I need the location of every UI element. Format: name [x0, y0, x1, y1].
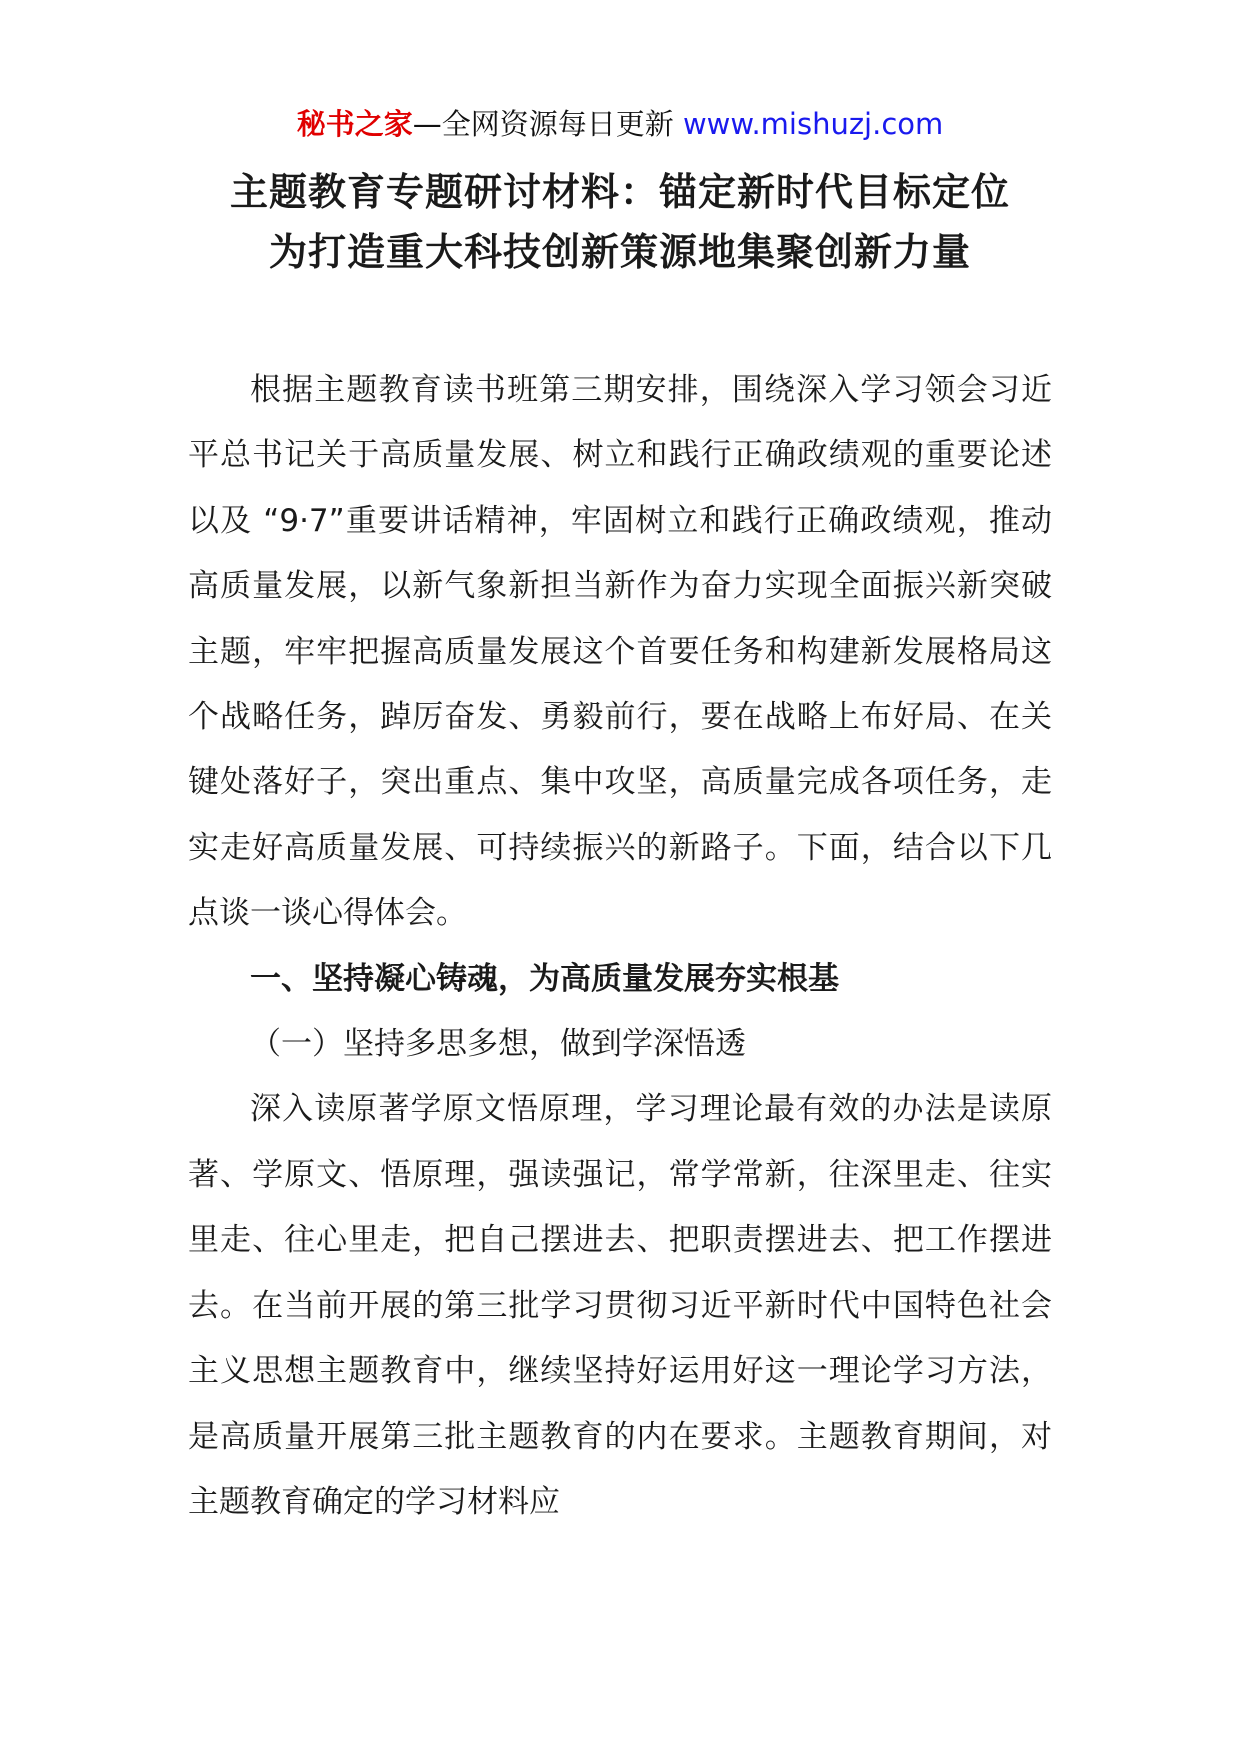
- watermark-url[interactable]: www.mishuzj.com: [682, 107, 944, 141]
- document-title: [0, 162, 1240, 282]
- section-heading: 一、坚持凝心铸魂，为高质量发展夯实根基: [250, 960, 839, 997]
- intro-paragraph: 根据主题教育读书班第三期安排，围绕深入学习领会习近平总书记关于高质量发展、树立和践行正确政绩观的重要论述以及 “9·7”重要讲话精神，牢固树立和践行正确政绩观，推动高质量发展，以新气象新担当新作为奋力实现全面振兴新突破主题，牢牢把握高质量发展这个首要任务和构建新发展格局这个战略任务，踔厉奋发、勇毅前行，要在战略上布好局、在关键处落好子，突出重点、集中攻坚，高质量完成各项任务，走实走好高质量发展、可持续振兴的新路子。下面，结合以下几点谈一谈心得体会。: [188, 372, 1052, 932]
- watermark-brand: 秘书之家: [296, 107, 413, 141]
- document-body: [188, 358, 1052, 1535]
- watermark-tagline: —全网资源每日更新: [412, 107, 674, 141]
- body-paragraph: 深入读原著学原文悟原理，学习理论最有效的办法是读原著、学原文、悟原理，强读强记，常学常新，往深里走、往实里走、往心里走，把自己摆进去、把职责摆进去、把工作摆进去。在当前开展的第三批学习贯彻习近平新时代中国特色社会主义思想主题教育中，继续坚持好运用好这一理论学习方法，是高质量开展第三批主题教育的内在要求。主题教育期间，对主题教育确定的学习材料应: [188, 1091, 1052, 1520]
- site-watermark: [0, 100, 1240, 148]
- title-line-2: 为打造重大科技创新策源地集聚创新力量: [268, 230, 971, 274]
- title-line-1: 主题教育专题研讨材料：锚定新时代目标定位: [229, 170, 1010, 214]
- subsection-heading: （一）坚持多思多想，做到学深悟透: [250, 1026, 746, 1063]
